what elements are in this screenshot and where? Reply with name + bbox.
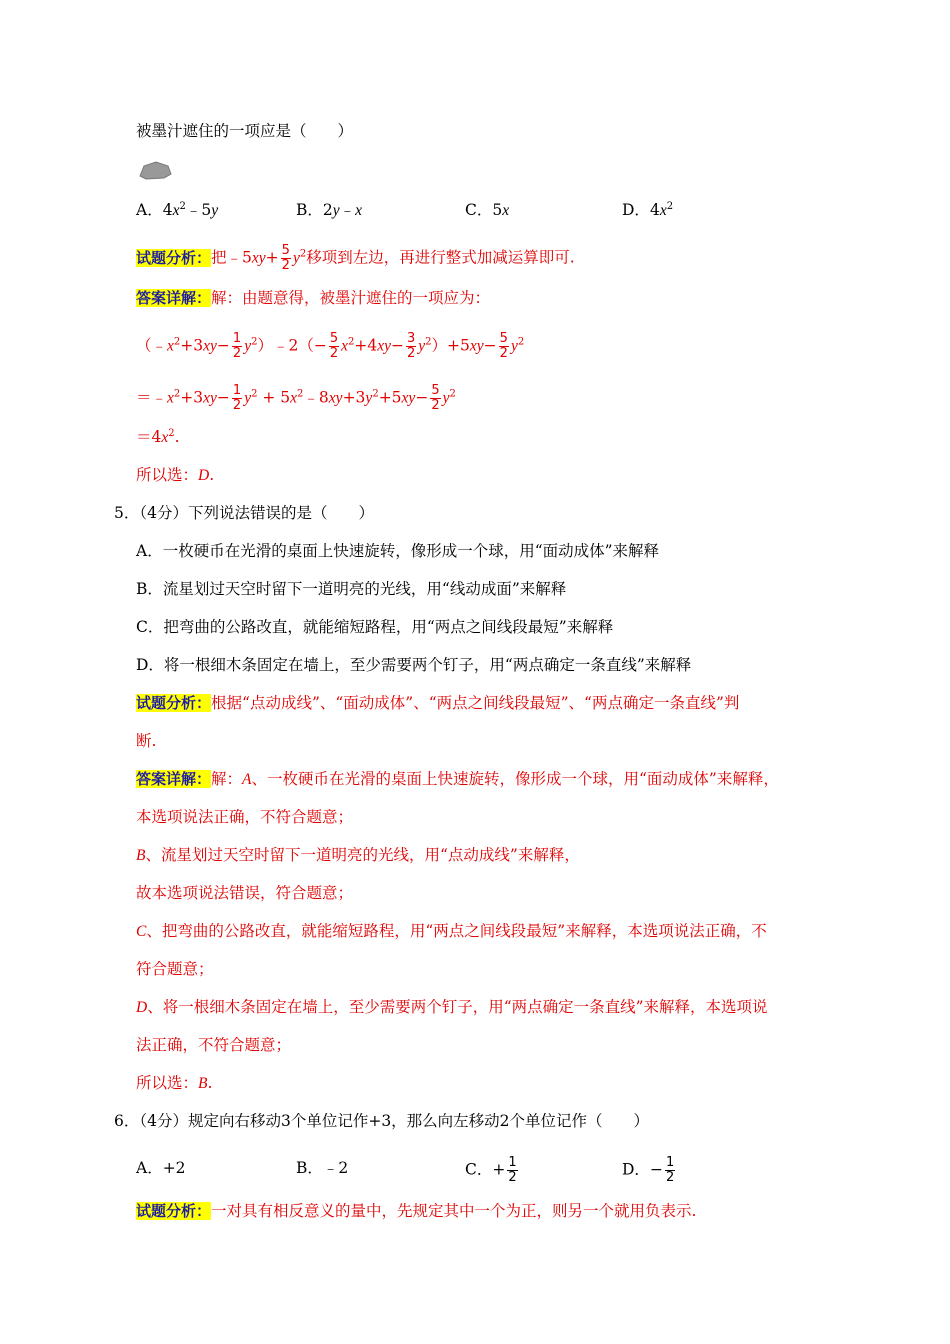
q4-option-d: D．$4x^2$ — [622, 201, 674, 219]
q5-conclusion: 所以选：B. — [136, 1074, 213, 1092]
answer-label: 答案详解： — [136, 770, 212, 788]
q4-equation-3: $=4x^2$. — [136, 428, 180, 446]
q5-stem: 5．（4分）下列说法错误的是（ ） — [114, 504, 374, 522]
q5-answer-l4: 故本选项说法错误，符合题意； — [136, 884, 354, 902]
q5-answer-l3: B、流星划过天空时留下一道明亮的光线，用“点动成线”来解释， — [136, 846, 580, 864]
q5-option-c: C．把弯曲的公路改直，就能缩短路程，用“两点之间线段最短”来解释 — [136, 618, 614, 636]
ink-blot-icon — [138, 160, 172, 180]
q6-option-b: B．﹣2 — [296, 1159, 349, 1177]
q6-option-c: C．+ $\frac{1}{2}$ — [465, 1155, 517, 1185]
q6-option-a: A．+2 — [136, 1159, 186, 1177]
analysis-label: 试题分析： — [136, 248, 212, 267]
q4-answer-header: 答案详解：解：由题意得，被墨汁遮住的一项应为： — [136, 289, 491, 307]
q4-option-b: B．2y﹣x — [296, 201, 363, 219]
q5-answer-l2: 本选项说法正确，不符合题意； — [136, 808, 354, 826]
q5-option-b: B．流星划过天空时留下一道明亮的光线，用“线动成面”来解释 — [136, 580, 567, 598]
q5-analysis-cont: 断. — [136, 732, 157, 750]
q5-analysis: 试题分析：根据“点动成线”、“面动成体”、“两点之间线段最短”、“两点确定一条直线”判 — [136, 694, 740, 712]
q4-option-c: C．5x — [465, 201, 510, 219]
q4-conclusion: 所以选：D. — [136, 466, 215, 484]
analysis-label: 试题分析： — [136, 1202, 212, 1220]
q4-analysis: 试题分析：把﹣5xy+ $\frac{5}{2}$ $y^2$移项到左边，再进行整式加减运算即可. — [136, 243, 575, 273]
q5-option-a: A．一枚硬币在光滑的桌面上快速旋转，像形成一个球，用“面动成体”来解释 — [136, 542, 660, 560]
question-intro: 被墨汁遮住的一项应是（ ） — [136, 122, 354, 140]
q5-option-d: D．将一根细木条固定在墙上，至少需要两个钉子，用“两点确定一条直线”来解释 — [136, 656, 692, 674]
q5-answer-l6: 符合题意； — [136, 960, 214, 978]
q6-option-d: D．− $\frac{1}{2}$ — [622, 1155, 675, 1185]
q4-equation-2: $=﹣x^2+3xy-$ $\frac{1}{2}$ $y^2$ + $5x^2﹣8xy+3y^2+5xy-$ $\frac{5}{2}$ $y^2$ — [136, 383, 456, 413]
analysis-label: 试题分析： — [136, 694, 212, 712]
q5-answer-l5: C、把弯曲的公路改直，就能缩短路程，用“两点之间线段最短”来解释，本选项说法正确，不 — [136, 922, 767, 940]
q4-option-a: A．$4x^2﹣5y$ — [136, 201, 219, 219]
q4-equation-1: （$﹣x^2+3xy-$ $\frac{1}{2}$ $y^2)﹣2(-$ $\frac{5}{2}$ $x^2+4xy-$ $\frac{3}{2}$ $y^2)+5xy-$ $\frac{5}{2}$ $y^2$ — [136, 331, 525, 361]
q5-answer-l7: D、将一根细木条固定在墙上，至少需要两个钉子，用“两点确定一条直线”来解释，本选项说 — [136, 998, 768, 1016]
q6-analysis: 试题分析：一对具有相反意义的量中，先规定其中一个为正，则另一个就用负表示. — [136, 1202, 697, 1220]
q6-stem: 6．（4分）规定向右移动3个单位记作+3，那么向左移动2个单位记作（ ） — [114, 1112, 650, 1130]
q5-answer-l1: 答案详解：解：A、一枚硬币在光滑的桌面上快速旋转，像形成一个球，用“面动成体”来解释， — [136, 770, 779, 788]
answer-label: 答案详解： — [136, 289, 212, 307]
q5-answer-l8: 法正确，不符合题意； — [136, 1036, 292, 1054]
